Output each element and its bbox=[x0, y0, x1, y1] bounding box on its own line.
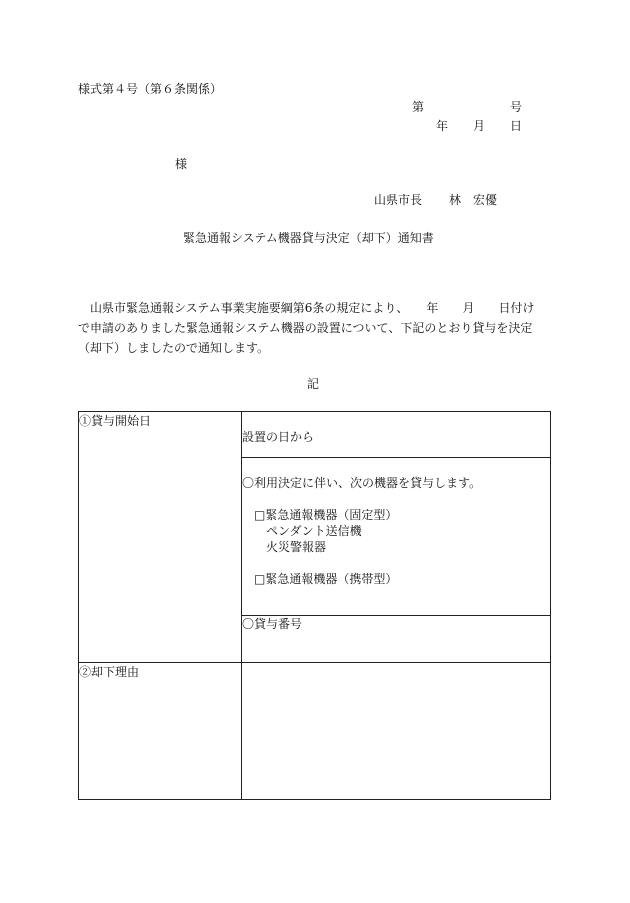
document-number-suffix: 号 bbox=[510, 100, 523, 114]
body-paragraph bbox=[78, 298, 554, 358]
loan-number-cell: 〇貸与番号 bbox=[242, 616, 551, 663]
issuer-name: 林 宏優 bbox=[449, 193, 498, 207]
issuer-title: 山県市長 bbox=[374, 193, 423, 207]
fixed-device-checkbox: □緊急通報機器（固定型） bbox=[254, 508, 398, 522]
device-cell bbox=[242, 458, 551, 616]
document-number-prefix: 第 bbox=[412, 100, 425, 114]
ki-heading: 記 bbox=[307, 377, 320, 391]
recipient-suffix: 様 bbox=[175, 157, 188, 171]
date-month: 月 bbox=[473, 119, 486, 133]
decision-text: 〇利用決定に伴い、次の機器を貸与します。 bbox=[242, 476, 482, 490]
reject-reason-label: ②却下理由 bbox=[79, 663, 242, 800]
portable-device-checkbox: □緊急通報機器（携帯型） bbox=[254, 572, 398, 586]
loan-start-value: 設置の日から bbox=[242, 412, 551, 458]
loan-start-label: ①貸与開始日 bbox=[79, 412, 242, 663]
date-year: 年 bbox=[436, 119, 449, 133]
form-number: 様式第４号（第６条関係） bbox=[78, 82, 223, 96]
body-line-1: 山県市緊急通報システム事業実施要綱第6条の規定により、 年 月 日付け bbox=[90, 301, 535, 315]
details-table bbox=[78, 411, 551, 800]
table-row bbox=[79, 663, 551, 800]
document-title: 緊急通報システム機器貸与決定（却下）通知書 bbox=[183, 231, 434, 245]
date-day: 日 bbox=[510, 119, 523, 133]
body-line-2: で申請のありました緊急通報システム機器の設置について、下記のとおり貸与を決定 bbox=[78, 321, 533, 335]
table-row bbox=[79, 412, 551, 458]
body-line-3: （却下）しましたので通知します。 bbox=[78, 341, 270, 355]
reject-reason-value bbox=[242, 663, 551, 800]
pendant-transmitter: ペンダント送信機 bbox=[266, 524, 362, 538]
fire-alarm: 火災警報器 bbox=[266, 540, 327, 554]
